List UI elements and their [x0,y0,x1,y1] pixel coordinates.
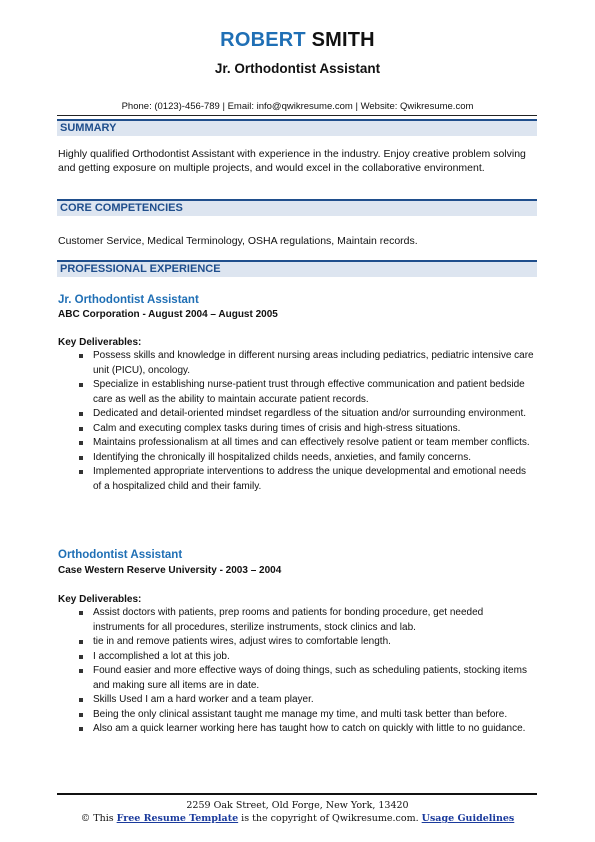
key-deliverables-label: Key Deliverables: [58,594,142,605]
job-bullet-list [58,349,536,494]
candidate-name [0,28,595,52]
list-item: Assist doctors with patients, prep rooms and patients for bonding procedure, get needed instruments for all procedures, sterilize instruments, stock clinics and lab. [58,606,536,635]
footer-address: 2259 Oak Street, Old Forge, New York, 13420 [186,800,409,811]
list-item: Possess skills and knowledge in different nursing areas including pediatrics, pediatric intensive care unit (PICU), oncology. [58,349,536,378]
copyright-prefix: © This [80,813,117,824]
list-item: tie in and remove patients wires, adjust wires to comfortable length. [58,635,536,650]
list-item: Skills Used I am a hard worker and a team player. [58,693,536,708]
usage-guidelines-link[interactable]: Usage Guidelines [421,813,515,824]
free-resume-template-link[interactable]: Free Resume Template [116,813,239,824]
job-title: Jr. Orthodontist Assistant [214,61,381,76]
job-role: Orthodontist Assistant [58,549,183,561]
contact-line: Phone: (0123)-456-789 | Email: info@qwikresume.com | Website: Qwikresume.com [121,101,474,112]
summary-text: Highly qualified Orthodontist Assistant with experience in the industry. Enjoy creative problem solving and getting exposure on multiple projects, and would excel in the collaborative environment. [58,148,526,174]
copyright-middle: is the copyright of Qwikresume.com. [238,813,422,824]
list-item: I accomplished a lot at this job. [58,650,536,665]
section-heading-competencies: CORE COMPETENCIES [57,199,537,216]
list-item: Implemented appropriate interventions to address the unique developmental and emotional needs of a hospitalized child and their family. [58,465,536,494]
key-deliverables-label: Key Deliverables: [58,337,142,348]
list-item: Maintains professionalism at all times and can effectively resolve patient or team member conflicts. [58,436,536,451]
section-heading-summary: SUMMARY [57,119,537,136]
first-name: ROBERT [220,29,306,51]
section-heading-experience: PROFESSIONAL EXPERIENCE [57,260,537,277]
list-item: Found easier and more effective ways of doing things, such as scheduling patients, stocking items and making sure all items are in date. [58,664,536,693]
list-item: Identifying the chronically ill hospitalized childs needs, anxieties, and family concerns. [58,451,536,466]
competencies-text: Customer Service, Medical Terminology, OSHA regulations, Maintain records. [58,235,418,247]
job-company: ABC Corporation - August 2004 – August 2005 [58,309,278,320]
header-divider [57,115,537,116]
list-item: Being the only clinical assistant taught me manage my time, and multi task better than before. [58,708,536,723]
job-company: Case Western Reserve University - 2003 – 2004 [58,565,282,576]
list-item: Specialize in establishing nurse-patient trust through effective communication and patient bedside care as well as the ability to maintain accurate patient records. [58,378,536,407]
job-bullet-list [58,606,536,737]
footer-copyright [0,813,595,825]
list-item: Calm and executing complex tasks during times of crisis and high-stress situations. [58,422,536,437]
last-name: SMITH [311,29,375,51]
footer-divider [57,793,537,795]
job-role: Jr. Orthodontist Assistant [58,294,199,306]
list-item: Dedicated and detail-oriented mindset regardless of the situation and/or surrounding environment. [58,407,536,422]
list-item: Also am a quick learner working here has taught how to catch on quickly with little to no guidance. [58,722,536,737]
